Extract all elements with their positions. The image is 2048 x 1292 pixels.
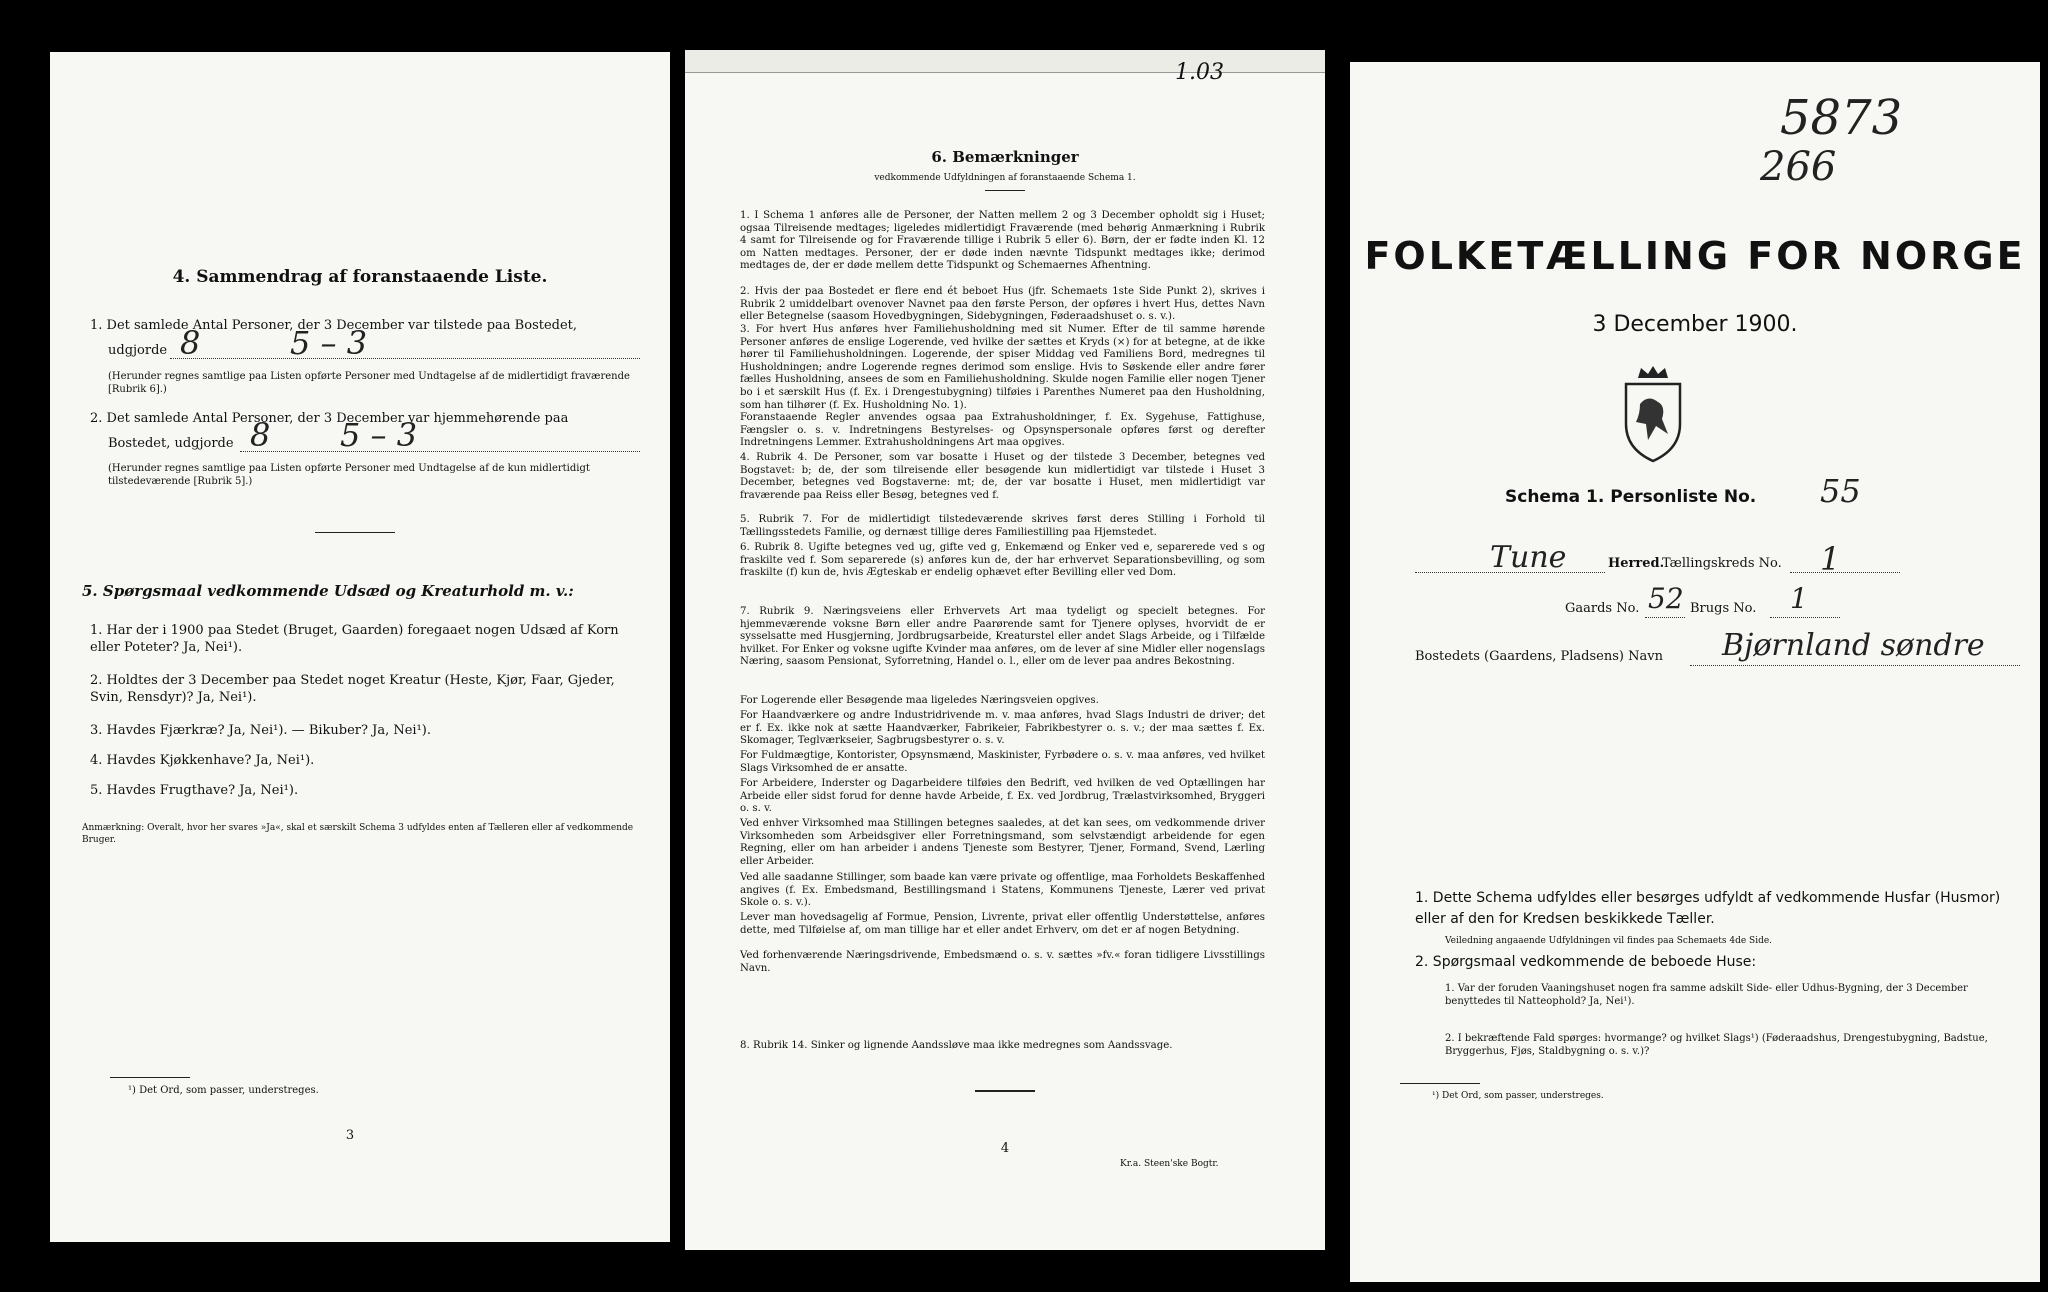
brugs-value: 1 [1790,582,1808,615]
archive-number-2: 266 [1760,144,1837,190]
page-3 [50,52,670,1242]
paragraph-7e: For Arbeidere, Inderster og Dagarbeidere tilføies den Bedrift, ved hvilken de ved Optællingen har Arbeide eller sidst forud for denne havde Arbeide, f. Ex. ved Jordbrug, Trælastvirksomhed, Bryggeri o. s. v. [740,778,1265,815]
question-5: 5. Havdes Frugthave? Ja, Nei¹). [90,783,299,798]
page-number: 3 [345,1128,355,1143]
bosted-label: Bostedets (Gaardens, Pladsens) Navn [1415,649,1663,664]
section-5-title: 5. Spørgsmaal vedkommende Udsæd og Kreaturhold m. v.: [82,582,574,600]
brugs-label: Brugs No. [1690,601,1757,616]
paragraph-7: 7. Rubrik 9. Næringsveiens eller Erhvervets Art maa tydeligt og specielt betegnes. For hjemmeværende voksne Børn eller andre Paarørende samt for Tjenere oplyses, hvorvidt de er sysselsatte med Husgjerning, Jordbrugsarbeide, Kreaturstel eller andet Slags Arbeide, og i Tilfælde hvilket. For Enker og voksne ugifte Kvinder maa anføres, om de lever af sine Midler eller nogensIags Næring, saasom Pensionat, Syforretning, Handel o. l., eller om de lever paa andres Bekostning. [740,606,1265,668]
paragraph-1: 1. I Schema 1 anføres alle de Personer, der Natten mellem 2 og 3 December opholdt sig i Huset; ogsaa Tilreisende medtages; ligeledes midlertidigt Fraværende (med behørig Anmærkning i Rubrik 4 samt for Tilreisende og for Fraværende tillige i Rubrik 5 eller 6). Børn, der er fødte inden Kl. 12 om Natten medtages. Personer, der er døde inden nævnte Tidspunkt medtages ikke; derimod medtages de, der er døde mellem dette Tidspunkt og Schemaernes Afhentning. [740,210,1265,272]
page-number: 4 [1000,1141,1010,1156]
printer-note: Kr.a. Steen'ske Bogtr. [1120,1159,1219,1169]
instruction-1-note: Veiledning angaaende Udfyldningen vil findes paa Schemaets 4de Side. [1445,936,1773,946]
archive-number-1: 5873 [1780,90,1903,146]
anmerkning: Anmærkning: Overalt, hvor her svares »Ja«, skal et særskilt Schema 3 udfyldes enten af Tælleren eller af vedkommende Bruger. [82,823,634,845]
footnote: ¹) Det Ord, som passer, understreges. [128,1085,319,1096]
question-2: 2. Holdtes der 3 December paa Stedet noget Kreatur (Heste, Kjør, Faar, Gjeder, Svin, Rensdyr)? Ja, Nei¹). [90,673,615,705]
gaards-label: Gaards No. [1565,601,1640,616]
paragraph-7f: Ved enhver Virksomhed maa Stillingen betegnes saaledes, at det kan sees, om vedkommende driver Virksomheden som Arbeidsgiver eller Forretningsmand, som selvstændigt arbeidende for egen Regning, eller om han arbeider i andens Tjeneste som Bestyrer, Tjener, Formand, Svend, Lærling eller Arbeider. [740,818,1265,867]
page-4 [685,50,1325,1250]
coat-of-arms-icon [1618,364,1688,464]
schema-label: Schema 1. Personliste No. [1505,487,1757,507]
question-1: 1. Har der i 1900 paa Stedet (Bruget, Gaarden) foregaaet nogen Udsæd af Korn eller Poteter? Ja, Nei¹). [90,623,619,655]
question-4: 4. Havdes Kjøkkenhave? Ja, Nei¹). [90,753,315,768]
personliste-number: 55 [1820,472,1861,510]
paragraph-7d: For Fuldmægtige, Kontorister, Opsynsmænd, Maskinister, Fyrbødere o. s. v. maa anføres, ved hvilket Slags Virksomhed de er ansatte. [740,750,1265,774]
kreds-label: Tællingskreds No. [1662,556,1782,571]
paragraph-5: 5. Rubrik 7. For de midlertidigt tilstedeværende skrives først deres Stilling i Forhold til Tællingsstedets Familie, og dernæst tillige deres Familiestilling paa Hjemstedet. [740,514,1265,538]
paragraph-3: 3. For hvert Hus anføres hver Familiehusholdning med sit Numer. Efter de til samme hørende Personer anføres de enslige Logerende, ved hvilke der sættes et Kryds (×) for at betegne, at de ikke hører til Familiehusholdningen. Logerende, der spiser Middag ved Familiens Bord, medregnes til Husholdningen; andre Logerende regnes derimod som enslige. Hvis to Søskende eller andre fører fælles Husholdning, ansees de som en Familiehusholdning. Skulde nogen Familie eller nogen Tjener bo i et særskilt Hus (f. Ex. i Drengestubygning) tilføies i Parenthes Numeret paa den Husholdning, som han tilhører (f. Ex. Husholdning No. 1). [740,324,1265,411]
item-1-value-split: 5 – 3 [290,324,368,362]
paragraph-8: 8. Rubrik 14. Sinker og lignende Aandssløve maa ikke medregnes som Aandssvage. [740,1040,1173,1051]
item-1-udgjorde: udgjorde [108,343,168,358]
census-title: FOLKETÆLLING FOR NORGE [1364,234,2026,278]
gaards-value: 52 [1648,582,1684,615]
instruction-2: 2. Spørgsmaal vedkommende de beboede Huse: [1415,954,1757,970]
kreds-value: 1 [1820,540,1841,578]
item-2-note: (Herunder regnes samtlige paa Listen opførte Personer med Undtagelse af de kun midlertidigt tilstedeværende [Rubrik 5].) [108,463,590,487]
bosted-value: Bjørnland søndre [1722,628,1985,663]
paragraph-7h: Lever man hovedsagelig af Formue, Pension, Livrente, privat eller offentlig Understøttelse, anføres dette, med Tilføielse af, om man tillige har et eller andet Erhverv, om det er af nogen Betydning. [740,912,1265,936]
section-4-title: 4. Sammendrag af foranstaaende Liste. [172,267,548,287]
house-question-2: 2. I bekræftende Fald spørges: hvormange? og hvilket Slags¹) (Føderaadshus, Drengestubygning, Badstue, Bryggerhus, Fjøs, Staldbygning o. s. v.)? [1445,1033,1988,1057]
remarks-subtitle: vedkommende Udfyldningen af foranstaaende Schema 1. [874,173,1136,183]
instruction-1: 1. Dette Schema udfyldes eller besørges udfyldt af vedkommende Husfar (Husmor) eller af den for Kredsen beskikkede Tæller. [1415,890,2001,927]
paragraph-2: 2. Hvis der paa Bostedet er flere end ét beboet Hus (jfr. Schemaets 1ste Side Punkt 2), skrives i Rubrik 2 umiddelbart ovenover Navnet paa den første Person, der opføres i hvert Hus, dettes Navn eller Betegnelse (saasom Hovedbygningen, Sidebygningen, Føderaadshuset o. s. v.). [740,286,1265,323]
item-2-value-split: 5 – 3 [340,416,418,454]
herred-label: Herred. [1608,556,1665,571]
remarks-title: 6. Bemærkninger [931,148,1079,166]
item-2-value-total: 8 [250,416,271,454]
divider [315,532,395,533]
footnote: ¹) Det Ord, som passer, understreges. [1432,1091,1604,1101]
item-1-text: 1. Det samlede Antal Personer, der 3 December var tilstede paa Bostedet, [90,318,578,333]
paragraph-6: 6. Rubrik 8. Ugifte betegnes ved ug, gifte ved g, Enkemænd og Enker ved e, separerede ved s og fraskilte ved f. Som separerede (s) anføres kun de, der har erhvervet Separationsbevilling, og som fraskilte (f) kun de, hvis Ægteskab er endelig ophævet efter Bevilling eller ved Dom. [740,542,1265,579]
item-2-udgjorde: Bostedet, udgjorde [108,436,234,451]
paragraph-7b: For Logerende eller Besøgende maa ligeledes Næringsveien opgives. [740,695,1099,706]
page-1 [1350,62,2040,1282]
paragraph-4: 4. Rubrik 4. De Personer, som var bosatte i Huset og der tilstede 3 December, betegnes ved Bogstavet: b; de, der som tilreisende eller besøgende kun midlertidigt var tilstede i Huset 3 December, betegnes ved Bogstaverne: mt; de, der var bosatte i Huset, men midlertidigt var fraværende paa Reiss eller Besøg, betegnes ved f. [740,452,1265,501]
paragraph-7g: Ved alle saadanne Stillinger, som baade kan være private og offentlige, maa Forholdets Beskaffenhed angives (f. Ex. Embedsmand, Bestillingsmand i Statens, Kommunens Tjeneste, Lærer ved privat Skole o. s. v.). [740,872,1265,909]
item-1-value-total: 8 [180,324,201,362]
paragraph-7i: Ved forhenværende Næringsdrivende, Embedsmænd o. s. v. sættes »fv.« foran tidligere Livsstillings Navn. [740,950,1265,974]
item-1-note: (Herunder regnes samtlige paa Listen opførte Personer med Undtagelse af de midlertidigt fraværende [Rubrik 6].) [108,371,630,395]
paragraph-7c: For Haandværkere og andre Industridrivende m. v. maa anføres, hvad Slags Industri de driver; det er f. Ex. ikke nok at sætte Haandværker, Fabrikeier, Fabrikbestyrer o. s. v.; der maa sættes f. Ex. Skomager, Teglværkseier, Sagbrugsbestyrer o. s. v. [740,710,1265,747]
item-2-text: 2. Det samlede Antal Personer, der 3 December var hjemmehørende paa [90,411,569,426]
census-date: 3 December 1900. [1592,312,1798,337]
top-scrawl: 1.03 [1175,60,1224,85]
herred-value: Tune [1490,540,1567,575]
question-3: 3. Havdes Fjærkræ? Ja, Nei¹). — Bikuber? Ja, Nei¹). [90,723,431,738]
house-question-1: 1. Var der foruden Vaaningshuset nogen fra samme adskilt Side- eller Udhus-Bygning, der 3 December benyttedes til Natteophold? Ja, Nei¹). [1445,983,1968,1007]
paragraph-3b: Foranstaaende Regler anvendes ogsaa paa Extrahusholdninger, f. Ex. Sygehuse, Fattighuse, Fængsler o. s. v. Indretningens Bestyrelses- og Opsynspersonale opføres først og derefter Indretningens Lemmer. Extrahusholdningens Art maa opgives. [740,412,1265,449]
